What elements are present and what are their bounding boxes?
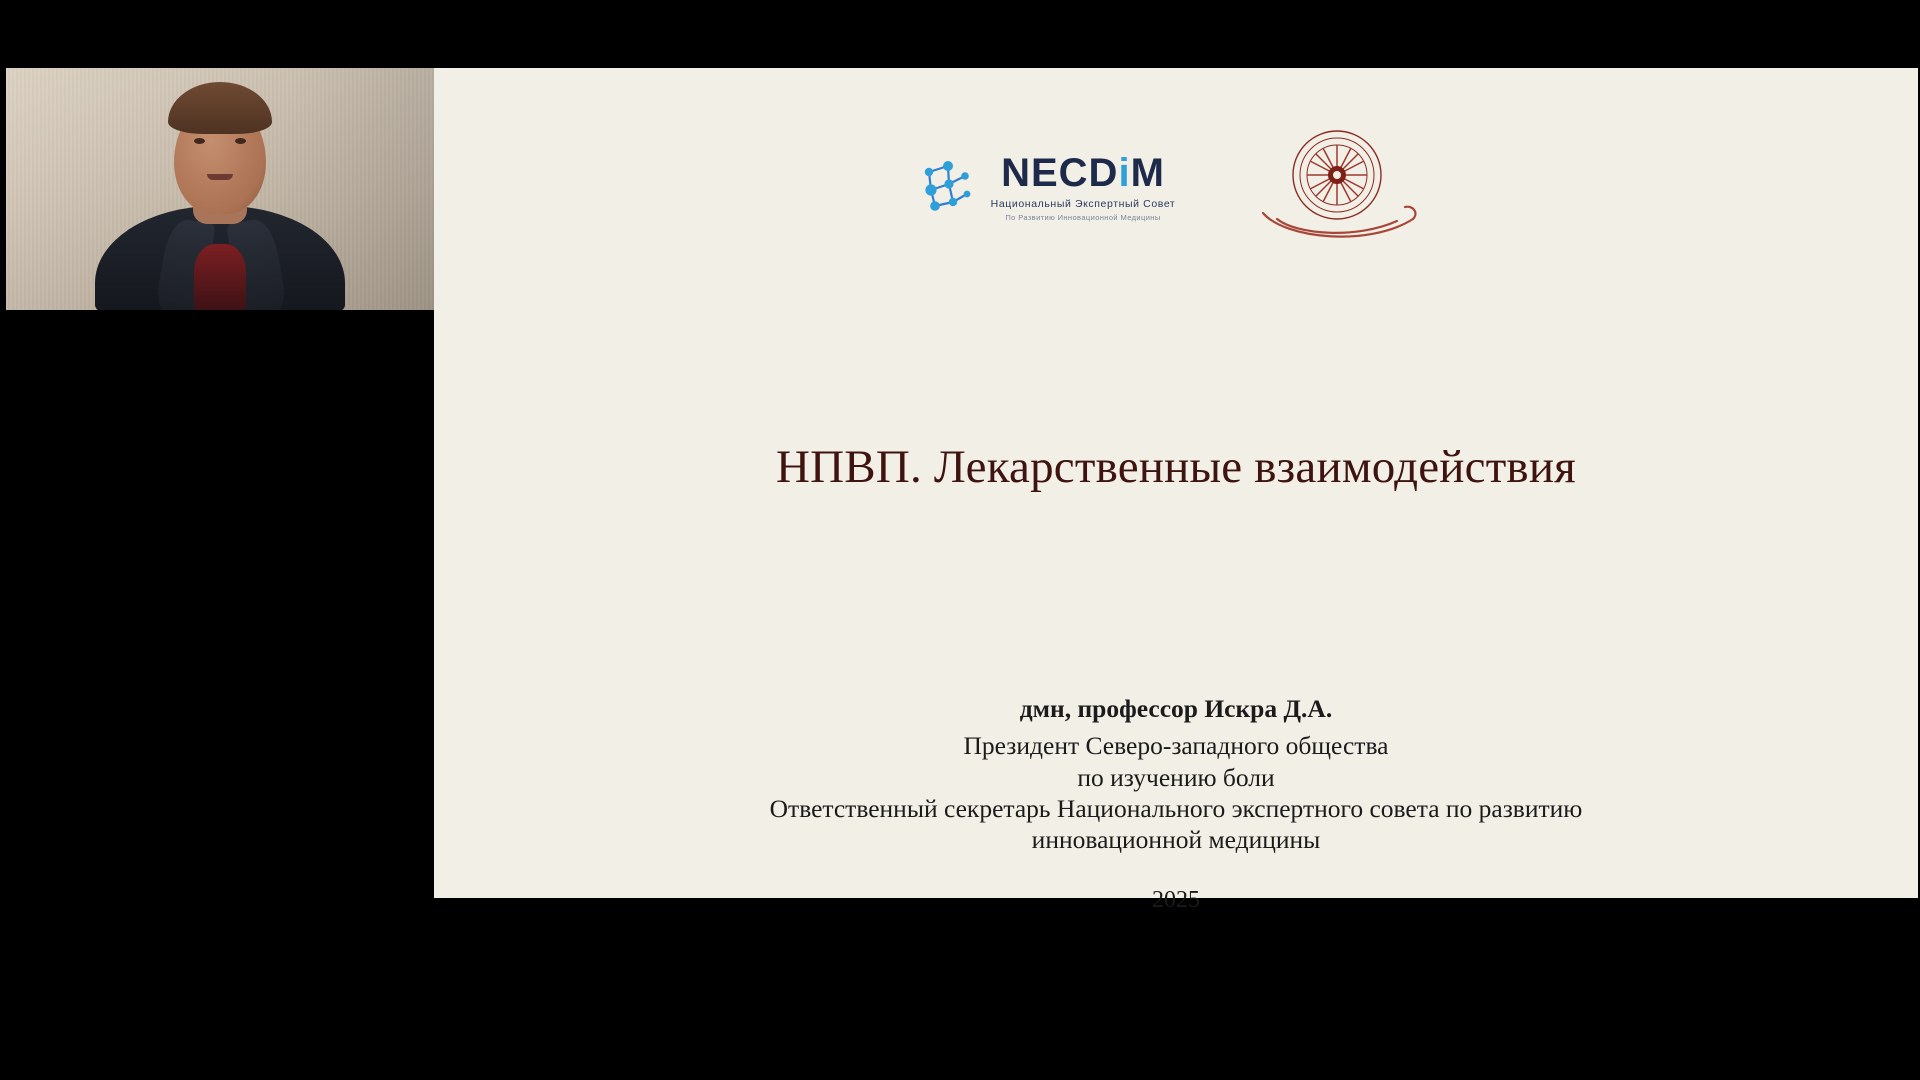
presenter-name: дмн, профессор Искра Д.А. xyxy=(1019,694,1333,723)
slide-logo-row xyxy=(434,122,1918,252)
molecule-network-icon xyxy=(915,154,981,220)
presenter-role-line-4: инновационной медицины xyxy=(1031,825,1321,855)
pain-society-emblem xyxy=(1293,131,1381,219)
speaker-video-tile[interactable] xyxy=(6,68,434,310)
necdim-logo-text xyxy=(990,150,1176,222)
speaker-figure xyxy=(70,110,370,310)
presenter-role-line-1: Президент Северо-западного общества xyxy=(963,731,1389,761)
speaker-eye-left xyxy=(194,138,205,144)
presentation-slide[interactable] xyxy=(434,68,1918,913)
necdim-wordmark: NECDiM xyxy=(1001,150,1165,195)
cupped-hand-icon xyxy=(1263,207,1415,237)
speaker-shirt xyxy=(194,244,246,310)
presenter-role-line-2: по изучению боли xyxy=(1077,762,1275,792)
presenter-block xyxy=(494,693,1858,915)
presenter-role-line-3: Ответственный секретарь Национального экспертного совета по развитию xyxy=(769,794,1583,824)
necdim-subtitle-2: По Развитию Инновационной Медицины xyxy=(1005,212,1161,222)
speaker-eye-right xyxy=(235,138,246,144)
slide-year: 2025 xyxy=(1152,886,1200,913)
necdim-subtitle-1: Национальный Экспертный Совет xyxy=(990,197,1176,210)
necdim-logo xyxy=(915,150,1176,222)
slide-title: НПВП. Лекарственные взаимодействия xyxy=(776,441,1576,493)
speaker-mouth xyxy=(207,174,233,180)
pain-society-logo xyxy=(1237,127,1437,247)
